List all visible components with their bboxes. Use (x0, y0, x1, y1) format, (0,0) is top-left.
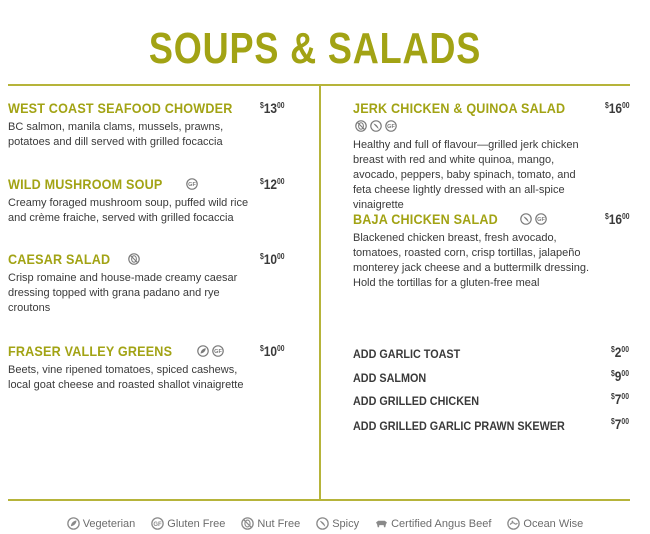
gluten-free-icon (385, 120, 397, 132)
legend-item (241, 517, 300, 530)
column-divider (319, 85, 321, 500)
legend-item (67, 517, 136, 530)
legend-label: Certified Angus Beef (391, 517, 492, 530)
dietary-badges (186, 178, 198, 190)
dietary-legend (0, 517, 650, 530)
svg-text:GF: GF (537, 216, 546, 223)
menu-item (8, 100, 258, 150)
addon-label: ADD GRILLED GARLIC PRAWN SKEWER (353, 419, 565, 433)
nut-free-icon (241, 517, 254, 530)
menu-item (8, 343, 258, 393)
menu-item-description: Beets, vine ripened tomatoes, spiced cashews, local goat cheese and roasted shallot vinaigrette (8, 364, 244, 391)
menu-item-name: WEST COAST SEAFOOD CHOWDER (8, 100, 233, 116)
legend-label: Nut Free (257, 517, 301, 530)
gluten-free-icon (212, 345, 224, 357)
menu-item-name: JERK CHICKEN & QUINOA SALAD (353, 100, 566, 116)
legend-label: Gluten Free (167, 517, 226, 530)
gluten-free-icon (186, 178, 198, 190)
legend-item (151, 517, 225, 530)
menu-item-description: Crisp romaine and house-made creamy caesar dressing topped with grana padano and rye croutons (8, 272, 238, 314)
dietary-badges (128, 253, 140, 265)
menu-item-price: $^{\$}12^{00}$ (260, 176, 285, 192)
dietary-badges (197, 345, 224, 357)
menu-item-price: $^{\$}13^{00}$ (260, 100, 285, 116)
gluten-free-icon (535, 213, 547, 225)
legend-label: Spicy (332, 517, 360, 530)
menu-item-price: $^{\$}16^{00}$ (605, 211, 630, 227)
svg-text:GF: GF (387, 123, 395, 130)
svg-text:GF: GF (153, 521, 162, 528)
addon-label: ADD SALMON (353, 371, 427, 385)
addon-label: ADD GARLIC TOAST (353, 347, 461, 361)
svg-text:GF: GF (188, 181, 196, 188)
spicy-icon (316, 517, 329, 530)
legend-label: Ocean Wise (523, 517, 584, 530)
menu-item (8, 176, 258, 226)
nut-free-icon (355, 120, 367, 132)
menu-item-price: $^{\$}10^{00}$ (260, 343, 285, 359)
vegetarian-icon (67, 517, 80, 530)
menu-item-description: Creamy foraged mushroom soup, puffed wild rice and crème fraiche, served with grilled focaccia (8, 197, 249, 224)
dietary-badges (520, 213, 547, 225)
ocean-wise-icon (507, 517, 520, 530)
legend-item (375, 517, 491, 530)
svg-text:GF: GF (214, 348, 222, 355)
menu-item-description: BC salmon, manila clams, mussels, prawns, potatoes and dill served with grilled focaccia (8, 121, 224, 148)
page-title: SOUPS & SALADS (148, 24, 482, 73)
legend-item (316, 517, 359, 530)
menu-item-price: $^{\$}10^{00}$ (260, 251, 285, 267)
menu-item-price: $^{\$}16^{00}$ (605, 100, 630, 116)
legend-item (507, 517, 583, 530)
menu-item-name: CAESAR SALAD (8, 251, 111, 267)
addon-price: $^{\$}9^{00}$ (611, 368, 629, 384)
spicy-icon (370, 120, 382, 132)
bottom-divider (8, 499, 630, 501)
addon-price: $^{\$}7^{00}$ (611, 416, 629, 432)
addon-label: ADD GRILLED CHICKEN (353, 394, 479, 408)
dietary-badges (355, 120, 397, 132)
gluten-free-icon (151, 517, 164, 530)
legend-label: Vegeterian (82, 517, 136, 530)
nut-free-icon (128, 253, 140, 265)
menu-item-name: BAJA CHICKEN SALAD (353, 211, 498, 227)
menu-item (353, 100, 593, 213)
menu-item-description: Healthy and full of flavour—grilled jerk chicken breast with red and white quinoa, mango, avocado, peppers, baby spinach, tomato, and feta cheese lightly dressed with an all-spice vinaigrette (353, 139, 579, 211)
certified-angus-beef-icon (375, 517, 388, 530)
addon-price: $^{\$}2^{00}$ (611, 344, 629, 360)
menu-item (353, 211, 593, 291)
addon-price: $^{\$}7^{00}$ (611, 391, 629, 407)
menu-item-description: Blackened chicken breast, fresh avocado, tomatoes, roasted corn, crisp tortillas, jalapeño monterey jack cheese and a buttermilk dressing. Hold the tortillas for a gluten-free meal (353, 232, 590, 289)
vegetarian-icon (197, 345, 209, 357)
menu-item (8, 251, 258, 316)
menu-item-name: FRASER VALLEY GREENS (8, 343, 173, 359)
spicy-icon (520, 213, 532, 225)
menu-item-name: WILD MUSHROOM SOUP (8, 176, 163, 192)
